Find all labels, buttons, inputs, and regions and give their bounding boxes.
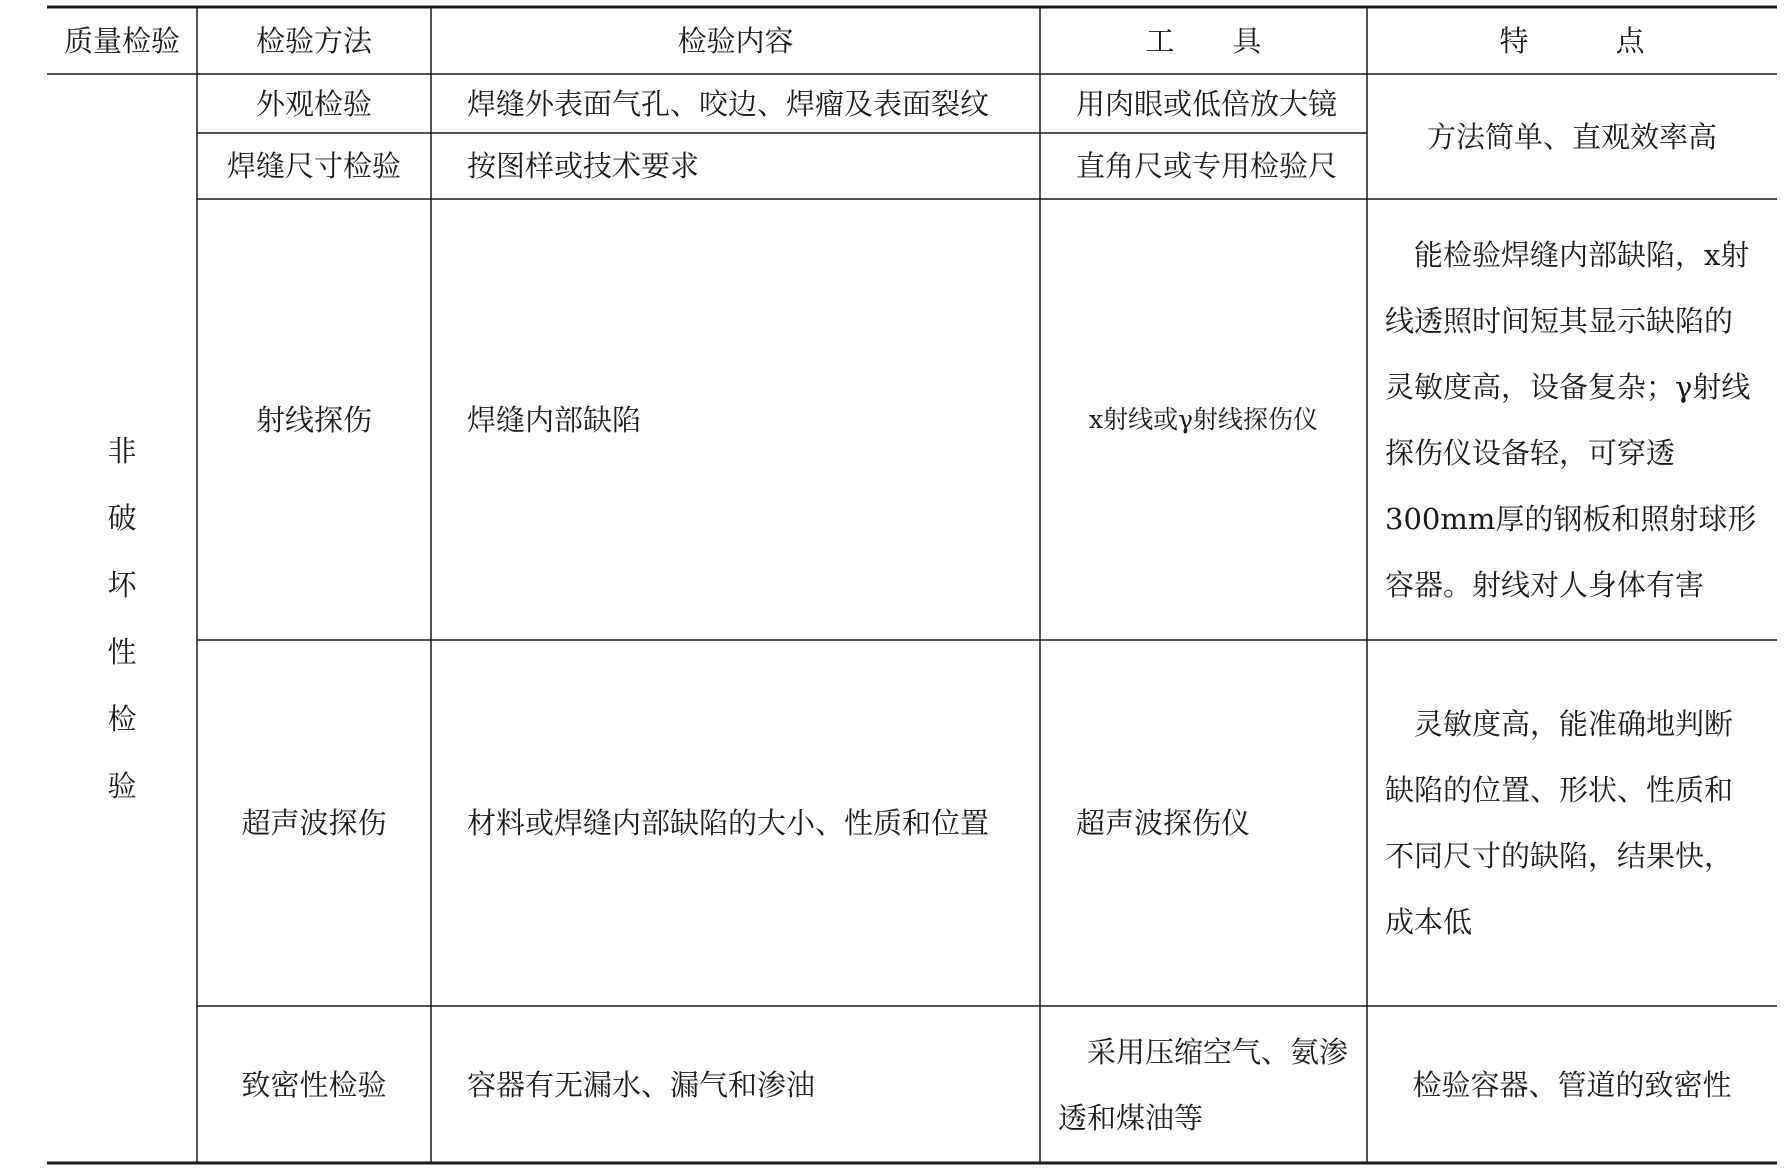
header-tool: 工 具 (1145, 23, 1262, 58)
feature-text: 灵敏度高，能准确地判断缺陷的位置、形状、性质和不同尺寸的缺陷，结果快，成本低 (1385, 707, 1734, 939)
header-quality-inspection: 质量检验 (63, 23, 180, 58)
table-row-tool: 超声波探伤仪 (1076, 806, 1251, 840)
table-row-feature: 检验容器、管道的致密性 (1412, 1067, 1732, 1102)
table-row-method: 超声波探伤 (241, 806, 387, 840)
table-row-content: 焊缝内部缺陷 (467, 402, 642, 437)
table-row-tool (1040, 1006, 1367, 1163)
category-cell (47, 74, 197, 1163)
table-row-content: 容器有无漏水、漏气和渗油 (467, 1067, 816, 1102)
header-method: 检验方法 (255, 23, 372, 58)
table-row-method: 焊缝尺寸检验 (226, 149, 401, 183)
table-row-method: 射线探伤 (255, 402, 372, 437)
table-row-method: 致密性检验 (241, 1067, 387, 1102)
feature-text: 能检验焊缝内部缺陷，x射线透照时间短其显示缺陷的灵敏度高，设备复杂；γ射线探伤仪设备轻，可穿透300mm厚的钢板和照射球形容器。射线对人身体有害 (1385, 237, 1757, 602)
table-row-tool: x射线或γ射线探伤仪 (1088, 404, 1319, 434)
header-feature: 特 点 (1499, 23, 1645, 58)
merged-feature-cell: 方法简单、直观效率高 (1426, 119, 1717, 154)
table-row-content: 材料或焊缝内部缺陷的大小、性质和位置 (467, 806, 990, 840)
table-row-feature (1367, 199, 1777, 640)
header-content: 检验内容 (677, 23, 794, 58)
tool-text: 采用压缩空气、氨渗透和煤油等 (1058, 1034, 1349, 1135)
table-row-tool: 用肉眼或低倍放大镜 (1076, 86, 1338, 121)
table-row-tool: 直角尺或专用检验尺 (1076, 149, 1338, 183)
table-row-content: 焊缝外表面气孔、咬边、焊瘤及表面裂纹 (467, 86, 990, 121)
table-row-feature (1367, 640, 1777, 1006)
table-row-method: 外观检验 (255, 86, 372, 121)
table-row-content: 按图样或技术要求 (467, 149, 700, 183)
category-label: 非破坏性检验 (107, 433, 137, 803)
